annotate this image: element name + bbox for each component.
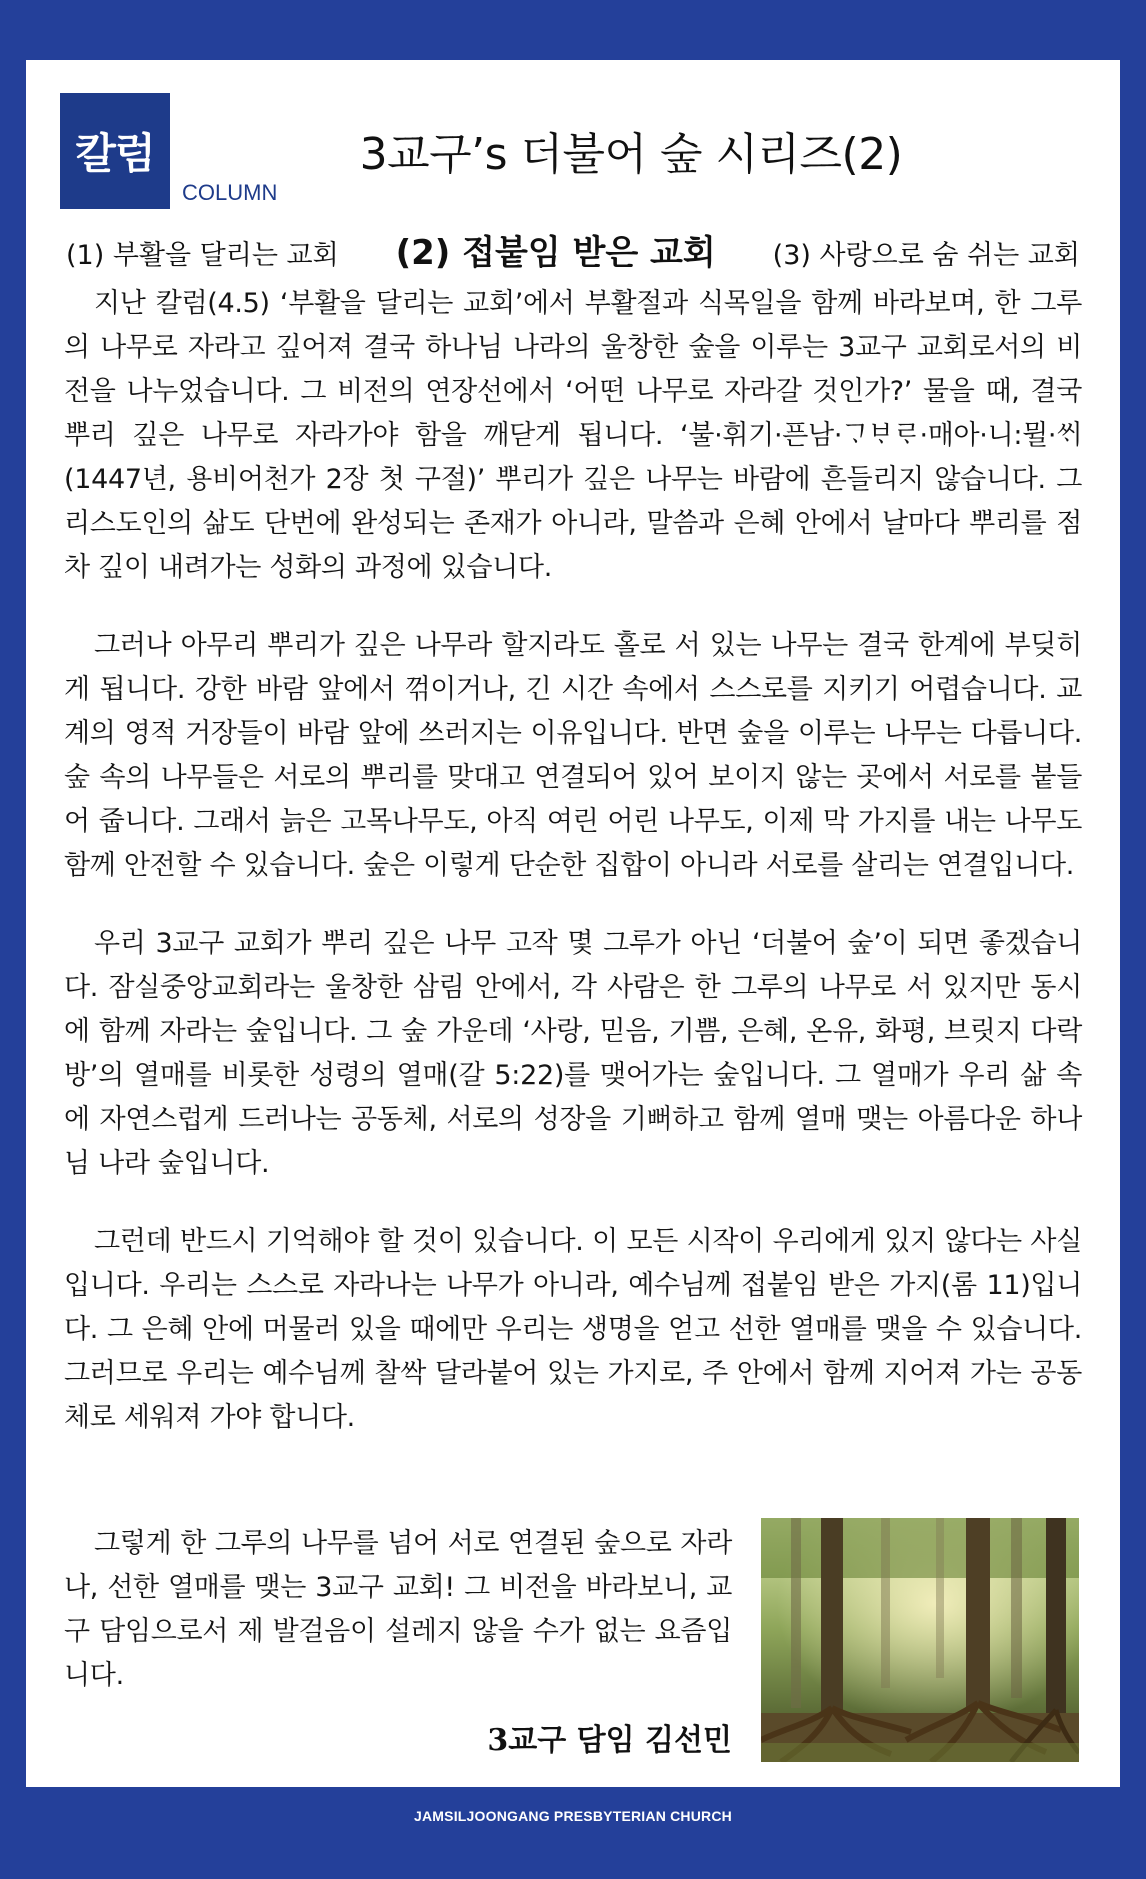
series-list bbox=[66, 225, 1080, 274]
series-item-1: (1) 부활을 달리는 교회 bbox=[66, 240, 339, 271]
paragraph-3: 우리 3교구 교회가 뿌리 깊은 나무 고작 몇 그루가 아닌 ‘더불어 숲’이 되면 좋겠습니다. 잠실중앙교회라는 울창한 삼림 안에서, 각 사람은 한 그루의 나무로 서 있지만 동시에 함께 자라는 숲입니다. 그 숲 가운데 ‘사랑, 믿음, 기쁨, 은혜, 온유, 화평, 브릿지 다락방’의 열매를 비롯한 성령의 열매(갈 5:22)를 맺어가는 숲입니다. 그 열매가 우리 삶 속에 자연스럽게 드러나는 공동체, 서로의 성장을 기뻐하고 함께 열매 맺는 아름다운 하나님 나라 숲입니다. bbox=[64, 928, 1082, 1179]
series-item-3: (3) 사랑으로 숨 쉬는 교회 bbox=[772, 240, 1080, 271]
series-item-2-current: (2) 접붙임 받은 교회 bbox=[395, 233, 716, 273]
column-badge bbox=[60, 93, 170, 209]
column-badge-label: 칼럼 bbox=[75, 129, 155, 178]
column-page bbox=[26, 60, 1120, 1787]
author-signature: 3교구 담임 김선민 bbox=[487, 1723, 732, 1758]
forest-roots-image bbox=[761, 1518, 1079, 1762]
closing-paragraph: 그렇게 한 그루의 나무를 넘어 서로 연결된 숲으로 자라나, 선한 열매를 맺는 3교구 교회! 그 비전을 바라보니, 교구 담임으로서 제 발걸음이 설레지 않을 수가 없는 요즘입니다. bbox=[64, 1528, 732, 1691]
column-badge-subtitle: COLUMN bbox=[182, 180, 278, 205]
church-footer: JAMSILJOONGANG PRESBYTERIAN CHURCH bbox=[414, 1808, 732, 1824]
closing-block bbox=[64, 1522, 732, 1698]
paragraph-4: 그런데 반드시 기억해야 할 것이 있습니다. 이 모든 시작이 우리에게 있지 않다는 사실입니다. 우리는 스스로 자라나는 나무가 아니라, 예수님께 접붙임 받은 가지(롬 11)입니다. 그 은혜 안에 머물러 있을 때에만 우리는 생명을 얻고 선한 열매를 맺을 수 있습니다. 그러므로 우리는 예수님께 찰싹 달라붙어 있는 가지로, 주 안에서 함께 지어져 가는 공동체로 세워져 가야 합니다. bbox=[64, 1226, 1082, 1433]
page-title: 3교구’s 더불어 숲 시리즈(2) bbox=[359, 129, 903, 180]
paragraph-2: 그러나 아무리 뿌리가 깊은 나무라 할지라도 홀로 서 있는 나무는 결국 한계에 부딪히게 됩니다. 강한 바람 앞에서 꺾이거나, 긴 시간 속에서 스스로를 지키기 어렵습니다. 교계의 영적 거장들이 바람 앞에 쓰러지는 이유입니다. 반면 숲을 이루는 나무는 다릅니다. 숲 속의 나무들은 서로의 뿌리를 맞대고 연결되어 있어 보이지 않는 곳에서 서로를 붙들어 줍니다. 그래서 늙은 고목나무도, 아직 여린 어린 나무도, 이제 막 가지를 내는 나무도 함께 안전할 수 있습니다. 숲은 이렇게 단순한 집합이 아니라 서로를 살리는 연결입니다. bbox=[64, 630, 1082, 881]
forest-roots-illustration bbox=[761, 1518, 1079, 1762]
article-body bbox=[64, 282, 1082, 1474]
paragraph-1: 지난 칼럼(4.5) ‘부활을 달리는 교회’에서 부활절과 식목일을 함께 바라보며, 한 그루의 나무로 자라고 깊어져 결국 하나님 나라의 울창한 숲을 이루는 3교구 교회로서의 비전을 나누었습니다. 그 비전의 연장선에서 ‘어떤 나무로 자라갈 것인가?’ 물을 때, 결국 뿌리 깊은 나무로 자라가야 함을 깨닫게 됩니다. ‘불·휘기·픈남·ᄀᆞᄇᆞᄅᆞ·매아·니:뮐·ᄊᆡ(1447년, 용비어천가 2장 첫 구절)’ 뿌리가 깊은 나무는 바람에 흔들리지 않습니다. 그리스도인의 삶도 단번에 완성되는 존재가 아니라, 말씀과 은혜 안에서 날마다 뿌리를 점차 깊이 내려가는 성화의 과정에 있습니다. bbox=[64, 288, 1082, 583]
